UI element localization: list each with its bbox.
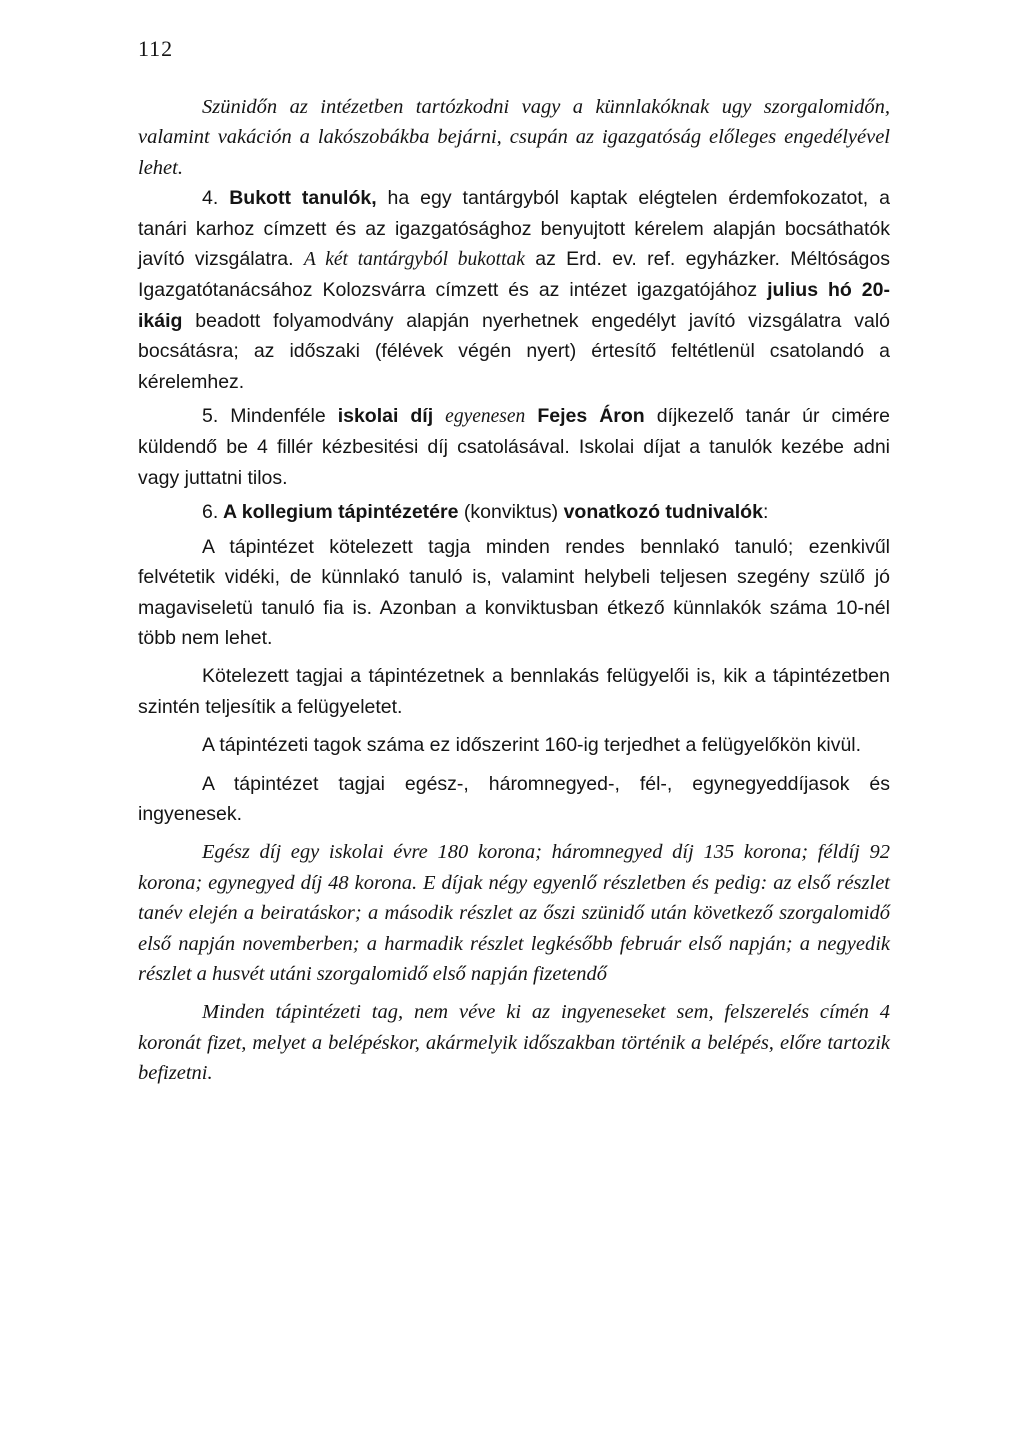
text-segment: Mindenféle <box>218 405 338 428</box>
two-subject-failures-term: A két tantárgyból bukottak <box>303 249 525 271</box>
paragraph-6-heading <box>138 497 890 527</box>
school-fee-term: iskolai díj <box>337 405 434 428</box>
paragraph-fee-categories: A tápintézet tagjai egész-, háromnegyed-, fél-, egynegyeddíjasok és ingyenesek. <box>138 772 890 825</box>
directly-term: egyenesen <box>445 406 526 428</box>
failed-students-term: Bukott tanulók, <box>229 187 377 210</box>
text-segment: díjkezelő tanár úr cimére küldendő be 4 fillér kézbesitési díj csatolásával. Iskolai díjat a tanulók kezébe adni vagy juttatni tilos. <box>138 405 890 489</box>
page-number: 112 <box>138 36 174 61</box>
item-number-5: 5. <box>202 405 219 428</box>
paragraph-supervisors: Kötelezett tagjai a tápintézetnek a bennlakás felügyelői is, kik a tápintézetben szintén teljesítik a felügyeletet. <box>138 665 890 718</box>
text-segment: : <box>762 501 769 524</box>
paragraph-fee-amounts: Egész díj egy iskolai évre 180 korona; háromnegyed díj 135 korona; féldíj 92 korona; egynegyed díj 48 korona. E díjak négy egyenlő részletben és pedig: az első részlet tanév elején a beiratáskor; a második részlet az őszi szünidő után következő szorgalomidő első napján novemberben; a harmadik részlet legkésőbb február első napján; a negyedik részlet a husvét utáni szorgalomidő első napján fizetendő <box>138 841 890 985</box>
text-segment <box>525 405 537 427</box>
paragraph-member-count: A tápintézeti tagok száma ez időszerint 160-ig terjedhet a felügyelőkön kivül. <box>202 734 862 757</box>
paragraph-4-failed-students <box>138 183 890 397</box>
information-term: vonatkozó tudnivalók <box>563 501 763 524</box>
text-segment: beadott folyamodvány alapján nyerhetnek engedélyt javító vizsgálatra való bocsátásra; az időszaki (félévek végén nyert) értesítő feltétlenül csatolandó a kérelemhez. <box>138 309 890 393</box>
paragraph-equipment-fee: Minden tápintézeti tag, nem véve ki az ingyeneseket sem, felszerelés címén 4 koronát fizet, melyet a belépéskor, akármelyik időszakban történik a belépés, előre tartozik befizetni. <box>138 1001 890 1085</box>
deadline-term: julius hó 20-ikáig <box>138 279 890 332</box>
text-segment: ha egy tantárgyból kaptak elégtelen érdemfokozatot, a tanári karhoz címzett és az igazgatósághoz benyujtott kérelem alapján bocsáthatók javító vizsgálatra. <box>138 187 890 271</box>
paragraph-boarding-members: A tápintézet kötelezett tagja minden rendes bennlakó tanuló; ezenkivűl felvétetik vidéki, de künnlakó tanuló is, valamint helybeli teljesen szegény szülő jó magaviseletü tanuló fia is. Azonban a konviktusban étkező künnlakók száma 10-nél több nem lehet. <box>138 535 890 649</box>
item-number-4: 4. <box>202 187 219 210</box>
item-number-6: 6. <box>202 501 219 524</box>
text-segment: (konviktus) <box>458 501 564 524</box>
paragraph-5-school-fees <box>138 401 890 493</box>
text-segment <box>433 405 445 427</box>
treasurer-name: Fejes Áron <box>537 405 645 428</box>
page-body <box>138 92 890 1089</box>
boarding-heading-term: A kollegium tápintézetére <box>218 501 459 524</box>
paragraph-vacation-rules: Szünidőn az intézetben tartózkodni vagy a künnlakóknak ugy szorgalomidőn, valamint vakáción a lakószobákba bejárni, csupán az igazgatóság előleges engedélyével lehet. <box>138 96 890 179</box>
text-segment: az Erd. ev. ref. egyházker. Méltóságos Igazgatótanácsához Kolozsvárra címzett és az intézet igazgatójához <box>138 248 890 302</box>
